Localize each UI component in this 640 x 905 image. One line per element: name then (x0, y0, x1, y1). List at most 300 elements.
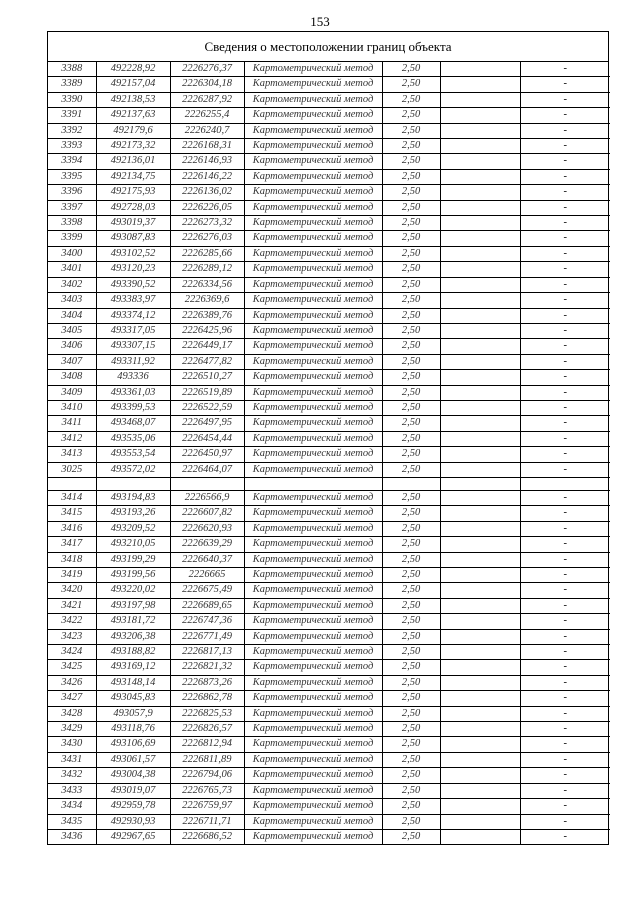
accuracy-cell: 2,50 (382, 814, 440, 829)
description-cell: - (520, 568, 610, 583)
x-coordinate-cell: 493102,52 (96, 246, 170, 261)
x-coordinate-cell: 492175,93 (96, 185, 170, 200)
y-coordinate-cell: 2226566,9 (170, 490, 244, 505)
accuracy-cell: 2,50 (382, 108, 440, 123)
x-coordinate-cell: 493106,69 (96, 737, 170, 752)
accuracy-cell: 2,50 (382, 339, 440, 354)
empty-cell (440, 431, 520, 446)
y-coordinate-cell: 2226817,13 (170, 645, 244, 660)
method-cell: Картометрический метод (244, 200, 382, 215)
x-coordinate-cell: 492179,6 (96, 123, 170, 138)
x-coordinate-cell: 493210,05 (96, 537, 170, 552)
point-number-cell: 3404 (48, 308, 96, 323)
table-row (48, 354, 610, 369)
x-coordinate-cell: 492728,03 (96, 200, 170, 215)
table-row (48, 139, 610, 154)
page-number: 153 (310, 14, 330, 29)
point-number-cell: 3416 (48, 521, 96, 536)
y-coordinate-cell: 2226639,29 (170, 537, 244, 552)
empty-cell (440, 185, 520, 200)
description-cell: - (520, 62, 610, 77)
description-cell: - (520, 277, 610, 292)
description-cell: - (520, 323, 610, 338)
table-row (48, 77, 610, 92)
empty-cell (440, 77, 520, 92)
accuracy-cell: 2,50 (382, 385, 440, 400)
point-number-cell: 3433 (48, 783, 96, 798)
y-coordinate-cell: 2226287,92 (170, 92, 244, 107)
y-coordinate-cell: 2226146,93 (170, 154, 244, 169)
method-cell: Картометрический метод (244, 506, 382, 521)
y-coordinate-cell: 2226449,17 (170, 339, 244, 354)
y-coordinate-cell: 2226334,56 (170, 277, 244, 292)
coordinates-table (48, 62, 610, 844)
table-row (48, 521, 610, 536)
table-row (48, 62, 610, 77)
empty-cell (440, 521, 520, 536)
description-cell: - (520, 339, 610, 354)
empty-cell (440, 752, 520, 767)
empty-cell (440, 737, 520, 752)
method-cell: Картометрический метод (244, 169, 382, 184)
point-number-cell: 3405 (48, 323, 96, 338)
y-coordinate-cell: 2226686,52 (170, 829, 244, 844)
x-coordinate-cell: 493209,52 (96, 521, 170, 536)
table-row (48, 185, 610, 200)
x-coordinate-cell: 493061,57 (96, 752, 170, 767)
method-cell: Картометрический метод (244, 737, 382, 752)
description-cell: - (520, 108, 610, 123)
empty-cell (440, 645, 520, 660)
empty-cell (440, 62, 520, 77)
description-cell: - (520, 552, 610, 567)
x-coordinate-cell: 492959,78 (96, 799, 170, 814)
accuracy-cell: 2,50 (382, 752, 440, 767)
x-coordinate-cell: 492930,93 (96, 814, 170, 829)
point-number-cell: 3395 (48, 169, 96, 184)
empty-cell (440, 308, 520, 323)
accuracy-cell: 2,50 (382, 354, 440, 369)
empty-cell (440, 506, 520, 521)
empty-cell (440, 92, 520, 107)
accuracy-cell: 2,50 (382, 416, 440, 431)
accuracy-cell: 2,50 (382, 490, 440, 505)
method-cell: Картометрический метод (244, 385, 382, 400)
y-coordinate-cell: 2226276,37 (170, 62, 244, 77)
y-coordinate-cell: 2226765,73 (170, 783, 244, 798)
point-number-cell: 3431 (48, 752, 96, 767)
accuracy-cell: 2,50 (382, 447, 440, 462)
table-row (48, 277, 610, 292)
x-coordinate-cell: 493194,83 (96, 490, 170, 505)
empty-cell (440, 108, 520, 123)
table-row (48, 490, 610, 505)
method-cell: Картометрический метод (244, 645, 382, 660)
x-coordinate-cell: 493197,98 (96, 598, 170, 613)
point-number-cell: 3391 (48, 108, 96, 123)
point-number-cell: 3403 (48, 293, 96, 308)
point-number-cell: 3396 (48, 185, 96, 200)
x-coordinate-cell: 493019,37 (96, 216, 170, 231)
y-coordinate-cell: 2226675,49 (170, 583, 244, 598)
point-number-cell: 3402 (48, 277, 96, 292)
accuracy-cell: 2,50 (382, 799, 440, 814)
y-coordinate-cell: 2226226,05 (170, 200, 244, 215)
accuracy-cell: 2,50 (382, 370, 440, 385)
point-number-cell: 3411 (48, 416, 96, 431)
table-row (48, 200, 610, 215)
accuracy-cell: 2,50 (382, 293, 440, 308)
method-cell: Картометрический метод (244, 462, 382, 477)
y-coordinate-cell: 2226454,44 (170, 431, 244, 446)
y-coordinate-cell: 2226759,97 (170, 799, 244, 814)
point-number-cell: 3413 (48, 447, 96, 462)
table-title: Сведения о местоположении границ объекта (48, 32, 608, 62)
y-coordinate-cell: 2226450,97 (170, 447, 244, 462)
description-cell: - (520, 537, 610, 552)
x-coordinate-cell: 493361,03 (96, 385, 170, 400)
empty-cell (440, 768, 520, 783)
point-number-cell: 3392 (48, 123, 96, 138)
table-row (48, 246, 610, 261)
accuracy-cell: 2,50 (382, 737, 440, 752)
empty-cell (440, 614, 520, 629)
point-number-cell: 3389 (48, 77, 96, 92)
empty-cell (440, 691, 520, 706)
point-number-cell: 3390 (48, 92, 96, 107)
empty-cell (440, 490, 520, 505)
point-number-cell: 3424 (48, 645, 96, 660)
description-cell: - (520, 645, 610, 660)
table-row (48, 706, 610, 721)
empty-cell (440, 169, 520, 184)
description-cell: - (520, 583, 610, 598)
x-coordinate-cell: 492136,01 (96, 154, 170, 169)
description-cell: - (520, 629, 610, 644)
x-coordinate-cell: 493045,83 (96, 691, 170, 706)
point-number-cell: 3432 (48, 768, 96, 783)
method-cell: Картометрический метод (244, 246, 382, 261)
x-coordinate-cell: 492157,04 (96, 77, 170, 92)
y-coordinate-cell: 2226811,89 (170, 752, 244, 767)
description-cell: - (520, 123, 610, 138)
description-cell: - (520, 660, 610, 675)
table-row (48, 799, 610, 814)
description-cell: - (520, 722, 610, 737)
table-row (48, 722, 610, 737)
point-number-cell: 3407 (48, 354, 96, 369)
y-coordinate-cell: 2226825,53 (170, 706, 244, 721)
x-coordinate-cell: 493193,26 (96, 506, 170, 521)
y-coordinate-cell: 2226425,96 (170, 323, 244, 338)
method-cell: Картометрический метод (244, 77, 382, 92)
method-cell: Картометрический метод (244, 185, 382, 200)
accuracy-cell: 2,50 (382, 62, 440, 77)
table-row (48, 108, 610, 123)
x-coordinate-cell: 493374,12 (96, 308, 170, 323)
method-cell: Картометрический метод (244, 108, 382, 123)
point-number-cell: 3418 (48, 552, 96, 567)
table-row (48, 614, 610, 629)
description-cell: - (520, 169, 610, 184)
y-coordinate-cell: 2226873,26 (170, 675, 244, 690)
x-coordinate-cell: 493390,52 (96, 277, 170, 292)
accuracy-cell: 2,50 (382, 660, 440, 675)
empty-cell (440, 814, 520, 829)
accuracy-cell: 2,50 (382, 231, 440, 246)
x-coordinate-cell: 493057,9 (96, 706, 170, 721)
method-cell: Картометрический метод (244, 354, 382, 369)
x-coordinate-cell: 493148,14 (96, 675, 170, 690)
method-cell: Картометрический метод (244, 814, 382, 829)
accuracy-cell: 2,50 (382, 462, 440, 477)
empty-cell (440, 339, 520, 354)
y-coordinate-cell: 2226747,36 (170, 614, 244, 629)
empty-cell (440, 477, 520, 490)
y-coordinate-cell: 2226168,31 (170, 139, 244, 154)
description-cell (520, 477, 610, 490)
accuracy-cell: 2,50 (382, 506, 440, 521)
description-cell: - (520, 139, 610, 154)
empty-cell (440, 675, 520, 690)
empty-cell (440, 154, 520, 169)
empty-cell (440, 400, 520, 415)
description-cell: - (520, 506, 610, 521)
description-cell: - (520, 185, 610, 200)
description-cell: - (520, 216, 610, 231)
y-coordinate-cell: 2226136,02 (170, 185, 244, 200)
point-number-cell: 3417 (48, 537, 96, 552)
y-coordinate-cell: 2226273,32 (170, 216, 244, 231)
x-coordinate-cell: 493199,29 (96, 552, 170, 567)
point-number-cell: 3401 (48, 262, 96, 277)
accuracy-cell: 2,50 (382, 722, 440, 737)
x-coordinate-cell (96, 477, 170, 490)
point-number-cell: 3436 (48, 829, 96, 844)
point-number-cell: 3410 (48, 400, 96, 415)
accuracy-cell: 2,50 (382, 521, 440, 536)
x-coordinate-cell: 493019,07 (96, 783, 170, 798)
method-cell: Картометрический метод (244, 537, 382, 552)
empty-cell (440, 123, 520, 138)
method-cell: Картометрический метод (244, 262, 382, 277)
separator-row (48, 477, 610, 490)
x-coordinate-cell: 493120,23 (96, 262, 170, 277)
accuracy-cell: 2,50 (382, 691, 440, 706)
empty-cell (440, 568, 520, 583)
table-row (48, 568, 610, 583)
description-cell: - (520, 416, 610, 431)
table-row (48, 737, 610, 752)
accuracy-cell: 2,50 (382, 77, 440, 92)
x-coordinate-cell: 493572,02 (96, 462, 170, 477)
y-coordinate-cell: 2226304,18 (170, 77, 244, 92)
empty-cell (440, 416, 520, 431)
empty-cell (440, 462, 520, 477)
x-coordinate-cell: 493307,15 (96, 339, 170, 354)
accuracy-cell: 2,50 (382, 629, 440, 644)
point-number-cell: 3427 (48, 691, 96, 706)
point-number-cell: 3398 (48, 216, 96, 231)
y-coordinate-cell: 2226771,49 (170, 629, 244, 644)
x-coordinate-cell: 493087,83 (96, 231, 170, 246)
point-number-cell: 3414 (48, 490, 96, 505)
x-coordinate-cell: 493553,54 (96, 447, 170, 462)
empty-cell (440, 277, 520, 292)
accuracy-cell: 2,50 (382, 169, 440, 184)
y-coordinate-cell: 2226794,06 (170, 768, 244, 783)
x-coordinate-cell: 493468,07 (96, 416, 170, 431)
table-row (48, 691, 610, 706)
y-coordinate-cell: 2226255,4 (170, 108, 244, 123)
point-number-cell: 3423 (48, 629, 96, 644)
point-number-cell: 3420 (48, 583, 96, 598)
method-cell: Картометрический метод (244, 400, 382, 415)
description-cell: - (520, 768, 610, 783)
accuracy-cell: 2,50 (382, 706, 440, 721)
accuracy-cell: 2,50 (382, 92, 440, 107)
method-cell: Картометрический метод (244, 323, 382, 338)
point-number-cell: 3393 (48, 139, 96, 154)
method-cell: Картометрический метод (244, 598, 382, 613)
x-coordinate-cell: 493383,97 (96, 293, 170, 308)
y-coordinate-cell: 2226821,32 (170, 660, 244, 675)
method-cell: Картометрический метод (244, 277, 382, 292)
method-cell: Картометрический метод (244, 216, 382, 231)
accuracy-cell: 2,50 (382, 185, 440, 200)
method-cell: Картометрический метод (244, 62, 382, 77)
method-cell: Картометрический метод (244, 722, 382, 737)
x-coordinate-cell: 493317,05 (96, 323, 170, 338)
y-coordinate-cell: 2226689,65 (170, 598, 244, 613)
empty-cell (440, 246, 520, 261)
x-coordinate-cell: 493199,56 (96, 568, 170, 583)
y-coordinate-cell: 2226146,22 (170, 169, 244, 184)
y-coordinate-cell: 2226620,93 (170, 521, 244, 536)
description-cell: - (520, 262, 610, 277)
point-number-cell: 3435 (48, 814, 96, 829)
description-cell: - (520, 308, 610, 323)
accuracy-cell: 2,50 (382, 154, 440, 169)
accuracy-cell: 2,50 (382, 645, 440, 660)
accuracy-cell: 2,50 (382, 400, 440, 415)
x-coordinate-cell: 493169,12 (96, 660, 170, 675)
description-cell: - (520, 675, 610, 690)
point-number-cell: 3422 (48, 614, 96, 629)
method-cell: Картометрический метод (244, 568, 382, 583)
method-cell: Картометрический метод (244, 231, 382, 246)
method-cell: Картометрический метод (244, 675, 382, 690)
point-number-cell: 3400 (48, 246, 96, 261)
y-coordinate-cell: 2226477,82 (170, 354, 244, 369)
y-coordinate-cell: 2226276,03 (170, 231, 244, 246)
method-cell: Картометрический метод (244, 829, 382, 844)
table-row (48, 169, 610, 184)
description-cell: - (520, 614, 610, 629)
method-cell: Картометрический метод (244, 799, 382, 814)
method-cell: Картометрический метод (244, 691, 382, 706)
method-cell: Картометрический метод (244, 552, 382, 567)
y-coordinate-cell: 2226389,76 (170, 308, 244, 323)
accuracy-cell: 2,50 (382, 829, 440, 844)
empty-cell (440, 216, 520, 231)
description-cell: - (520, 400, 610, 415)
y-coordinate-cell: 2226862,78 (170, 691, 244, 706)
method-cell: Картометрический метод (244, 139, 382, 154)
empty-cell (440, 370, 520, 385)
description-cell: - (520, 370, 610, 385)
method-cell: Картометрический метод (244, 92, 382, 107)
point-number-cell: 3409 (48, 385, 96, 400)
description-cell: - (520, 447, 610, 462)
table-row (48, 537, 610, 552)
x-coordinate-cell: 493311,92 (96, 354, 170, 369)
y-coordinate-cell: 2226497,95 (170, 416, 244, 431)
description-cell: - (520, 246, 610, 261)
table-row (48, 308, 610, 323)
description-cell: - (520, 293, 610, 308)
method-cell: Картометрический метод (244, 339, 382, 354)
empty-cell (440, 293, 520, 308)
method-cell: Картометрический метод (244, 370, 382, 385)
method-cell: Картометрический метод (244, 768, 382, 783)
accuracy-cell (382, 477, 440, 490)
empty-cell (440, 629, 520, 644)
table-row (48, 154, 610, 169)
accuracy-cell: 2,50 (382, 262, 440, 277)
accuracy-cell: 2,50 (382, 598, 440, 613)
table-row (48, 645, 610, 660)
point-number-cell: 3426 (48, 675, 96, 690)
accuracy-cell: 2,50 (382, 139, 440, 154)
empty-cell (440, 262, 520, 277)
empty-cell (440, 598, 520, 613)
empty-cell (440, 783, 520, 798)
table-row (48, 447, 610, 462)
x-coordinate-cell: 492228,92 (96, 62, 170, 77)
table-row (48, 752, 610, 767)
description-cell: - (520, 154, 610, 169)
table-row (48, 814, 610, 829)
point-number-cell (48, 477, 96, 490)
empty-cell (440, 660, 520, 675)
x-coordinate-cell: 493399,53 (96, 400, 170, 415)
point-number-cell: 3415 (48, 506, 96, 521)
y-coordinate-cell: 2226665 (170, 568, 244, 583)
table-row (48, 598, 610, 613)
x-coordinate-cell: 493535,06 (96, 431, 170, 446)
point-number-cell: 3428 (48, 706, 96, 721)
description-cell: - (520, 814, 610, 829)
description-cell: - (520, 77, 610, 92)
method-cell: Картометрический метод (244, 660, 382, 675)
method-cell: Картометрический метод (244, 490, 382, 505)
y-coordinate-cell: 2226289,12 (170, 262, 244, 277)
table-row (48, 339, 610, 354)
x-coordinate-cell: 492138,53 (96, 92, 170, 107)
accuracy-cell: 2,50 (382, 537, 440, 552)
y-coordinate-cell: 2226711,71 (170, 814, 244, 829)
table-row (48, 552, 610, 567)
accuracy-cell: 2,50 (382, 200, 440, 215)
accuracy-cell: 2,50 (382, 675, 440, 690)
y-coordinate-cell: 2226285,66 (170, 246, 244, 261)
point-number-cell: 3408 (48, 370, 96, 385)
description-cell: - (520, 431, 610, 446)
table-row (48, 416, 610, 431)
empty-cell (440, 706, 520, 721)
empty-cell (440, 354, 520, 369)
